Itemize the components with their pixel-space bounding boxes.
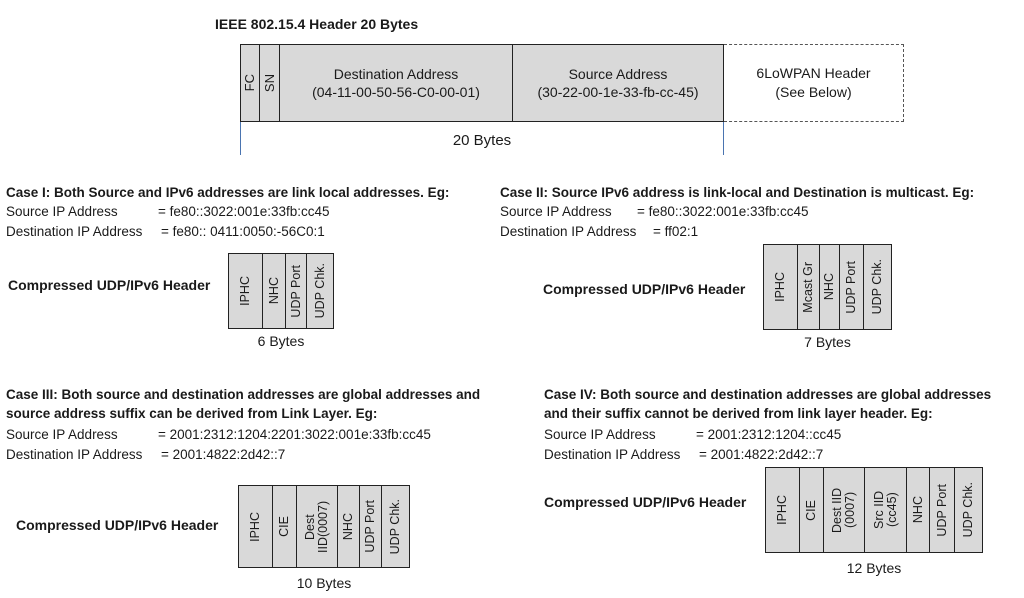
case-3-field-label: UDP Chk. bbox=[388, 498, 402, 555]
case-1-compressed-header bbox=[228, 253, 334, 329]
case-2-field bbox=[864, 245, 891, 329]
case-1-field bbox=[307, 254, 333, 328]
case-4-field-label: UDP Chk. bbox=[961, 482, 975, 538]
case-1-source-label: Source IP Address bbox=[6, 204, 118, 219]
header-field-fc bbox=[241, 45, 260, 121]
case-4-compressed-label: Compressed UDP/IPv6 Header bbox=[544, 494, 747, 510]
case-3-field-label: UDP Port bbox=[363, 500, 377, 553]
case-1-field-label: IPHC bbox=[238, 276, 252, 306]
case-1-field bbox=[286, 254, 307, 328]
case-1-source-value: = fe80::3022:001e:33fb:cc45 bbox=[158, 204, 330, 219]
case-1-title: Case I: Both Source and IPv6 addresses are link local addresses. Eg: bbox=[6, 185, 450, 200]
case-2-title: Case II: Source IPv6 address is link-local and Destination is multicast. Eg: bbox=[500, 185, 975, 200]
case-2-field bbox=[840, 245, 864, 329]
case-4-title-line-1: Case IV: Both source and destination addresses are global addresses bbox=[544, 387, 992, 402]
case-3-field bbox=[273, 486, 297, 567]
sixlowpan-header-box bbox=[724, 44, 904, 122]
case-2-source-value: = fe80::3022:001e:33fb:cc45 bbox=[637, 204, 809, 219]
case-2-destination-label: Destination IP Address bbox=[500, 224, 637, 239]
destination-address-value: (04-11-00-50-56-C0-00-01) bbox=[312, 84, 480, 100]
case-4-field-label: Src IID (cc45) bbox=[871, 490, 899, 530]
case-3-field bbox=[382, 486, 409, 567]
ieee-header-frame bbox=[240, 44, 724, 122]
header-field-destination bbox=[280, 45, 513, 121]
case-4-field-label: NHC bbox=[910, 496, 925, 524]
header-field-sn-label: SN bbox=[261, 73, 277, 93]
case-3-field bbox=[360, 486, 382, 567]
case-3-compressed-label: Compressed UDP/IPv6 Header bbox=[16, 517, 219, 533]
case-1-compressed-label: Compressed UDP/IPv6 Header bbox=[8, 277, 211, 293]
case-3-field bbox=[239, 486, 273, 567]
diagram-title: IEEE 802.15.4 Header 20 Bytes bbox=[215, 16, 419, 32]
case-2-field bbox=[764, 245, 798, 329]
case-3-destination-label: Destination IP Address bbox=[6, 447, 143, 462]
case-3-field bbox=[297, 486, 338, 567]
header-field-sn bbox=[260, 45, 280, 121]
case-2-compressed-header bbox=[763, 244, 892, 330]
destination-address-label: Destination Address bbox=[333, 66, 459, 82]
case-3-field-label: IPHC bbox=[248, 511, 262, 542]
case-4-source-value: = 2001:2312:1204::cc45 bbox=[696, 427, 842, 442]
case-3-field-label: CIE bbox=[277, 516, 291, 537]
sixlowpan-header-label: 6LoWPAN Header bbox=[756, 65, 871, 81]
source-address-value: (30-22-00-1e-33-fb-cc-45) bbox=[537, 84, 699, 100]
case-3-field-label: NHC bbox=[341, 512, 355, 541]
case-4-field bbox=[930, 468, 955, 552]
case-1-field-label: UDP Port bbox=[288, 264, 303, 318]
case-4-field-label: IPHC bbox=[775, 495, 789, 525]
case-2-field-label: Mcast Gr bbox=[801, 261, 815, 313]
case-4-bytes: 12 Bytes bbox=[846, 560, 902, 576]
case-3-source-label: Source IP Address bbox=[6, 427, 118, 442]
case-2-field-label: UDP Port bbox=[844, 260, 858, 314]
case-2-field-label: IPHC bbox=[773, 272, 787, 302]
case-4-compressed-header bbox=[765, 467, 983, 553]
case-3-source-value: = 2001:2312:1204:2201:3022:001e:33fb:cc45 bbox=[158, 427, 431, 442]
case-1-destination-value: = fe80:: 0411:0050:-56C0:1 bbox=[161, 224, 325, 239]
case-4-field-label: CIE bbox=[804, 499, 818, 521]
case-2-compressed-label: Compressed UDP/IPv6 Header bbox=[543, 281, 746, 297]
case-1-field bbox=[263, 254, 286, 328]
header-field-fc-label: FC bbox=[242, 74, 257, 92]
sixlowpan-see-below: (See Below) bbox=[775, 84, 852, 100]
case-4-source-label: Source IP Address bbox=[544, 427, 656, 442]
case-4-destination-label: Destination IP Address bbox=[544, 447, 681, 462]
case-4-destination-value: = 2001:4822:2d42::7 bbox=[699, 447, 824, 462]
case-3-destination-value: = 2001:4822:2d42::7 bbox=[161, 447, 286, 462]
case-4-field-label: Dest IID (0007) bbox=[830, 487, 857, 533]
case-4-field bbox=[907, 468, 930, 552]
case-4-field bbox=[955, 468, 982, 552]
case-1-destination-label: Destination IP Address bbox=[6, 224, 143, 239]
case-1-field-label: NHC bbox=[266, 277, 281, 305]
case-3-title-line-1: Case III: Both source and destination addresses are global addresses and bbox=[6, 387, 481, 402]
case-2-field bbox=[820, 245, 840, 329]
case-3-field-label: Dest IID(0007) bbox=[303, 500, 330, 553]
case-1-field bbox=[229, 254, 263, 328]
case-2-field-label: UDP Chk. bbox=[870, 259, 884, 315]
case-2-destination-value: = ff02:1 bbox=[653, 224, 699, 239]
case-3-field bbox=[338, 486, 360, 567]
case-3-title-line-2: source address suffix can be derived from Link Layer. Eg: bbox=[6, 406, 378, 421]
case-4-title-line-2: and their suffix cannot be derived from link layer header. Eg: bbox=[544, 406, 933, 421]
case-1-field-label: UDP Chk. bbox=[312, 263, 327, 319]
case-2-source-label: Source IP Address bbox=[500, 204, 612, 219]
case-2-field bbox=[798, 245, 820, 329]
case-2-bytes: 7 Bytes bbox=[804, 334, 851, 350]
case-2-field-label: NHC bbox=[822, 273, 836, 301]
source-address-label: Source Address bbox=[568, 66, 668, 82]
header-field-source bbox=[513, 45, 723, 121]
case-4-field bbox=[865, 468, 907, 552]
case-4-field bbox=[824, 468, 865, 552]
case-4-field bbox=[766, 468, 800, 552]
case-1-bytes: 6 Bytes bbox=[257, 333, 305, 349]
case-3-compressed-header bbox=[238, 485, 410, 568]
case-4-field-label: UDP Port bbox=[934, 483, 949, 537]
case-4-field bbox=[800, 468, 824, 552]
header-bytes-label: 20 Bytes bbox=[452, 132, 512, 149]
case-3-bytes: 10 Bytes bbox=[296, 575, 352, 591]
